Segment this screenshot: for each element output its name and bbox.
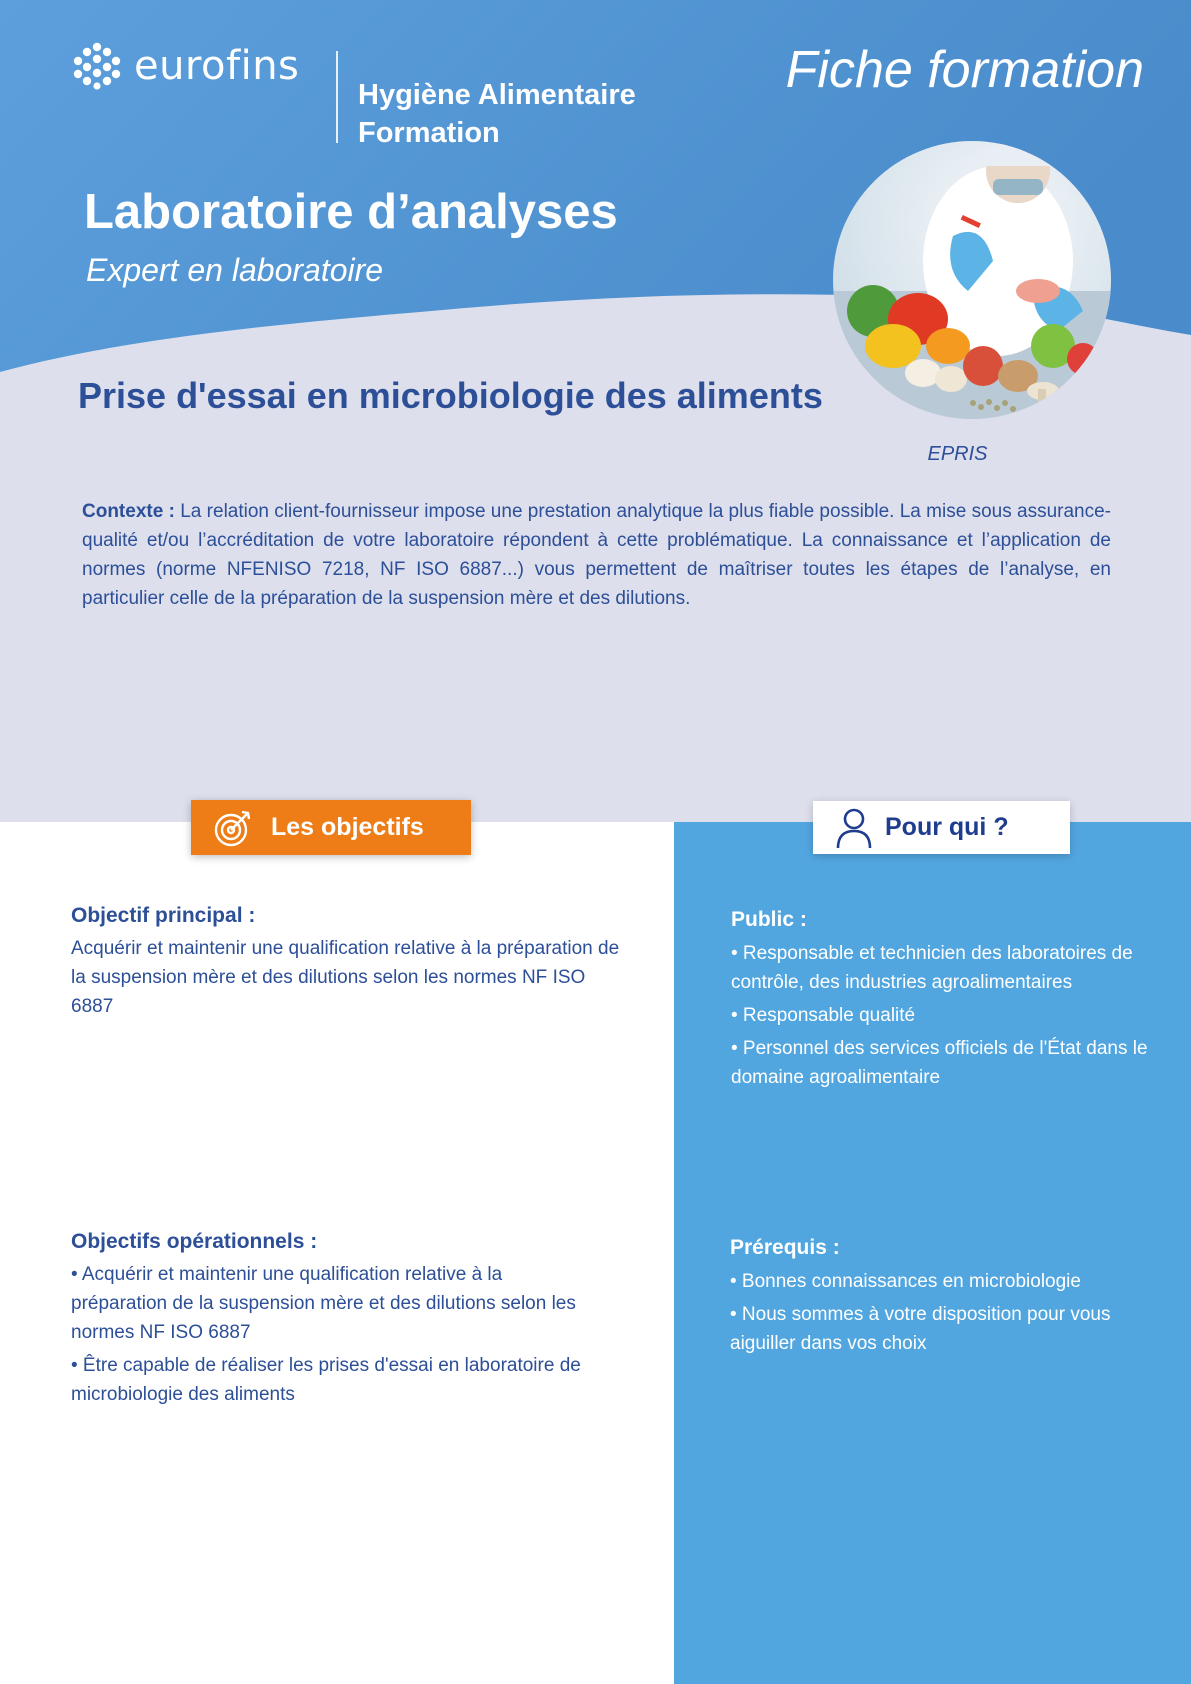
category-heading: Laboratoire d’analyses	[84, 185, 618, 239]
context-text: La relation client-fournisseur impose une prestation analytique la plus fiable possible. La mise sous assurance-qualité et/ou l’accréditation de votre laboratoire répondent à cette problématique. La connaissance et l’application de normes (norme NFENISO 7218, NF ISO 6887...) vous permettent de maîtriser toutes les étapes de l’analyse, en particulier celle de la préparation de la suspension mère et des dilutions.	[82, 501, 1111, 609]
main-objective-text: Acquérir et maintenir une qualification relative à la préparation de la suspension mère et des dilutions selon les normes NF ISO 6887	[71, 938, 620, 1017]
prerequisite-item: • Bonnes connaissances en microbiologie	[730, 1271, 1081, 1292]
operational-objectives-block	[71, 1231, 601, 1413]
document-type-title: Fiche formation	[785, 41, 1144, 99]
eurofins-logo-icon	[72, 42, 122, 90]
main-objective-heading: Objectif principal :	[71, 904, 256, 927]
context-label: Contexte :	[82, 501, 175, 522]
operational-objectives-heading: Objectifs opérationnels :	[71, 1230, 318, 1253]
public-item: • Responsable et technicien des laboratoires de contrôle, des industries agroalimentaires	[731, 943, 1133, 993]
prerequisites-block	[730, 1237, 1150, 1362]
header-divider	[336, 51, 338, 143]
main-objective-block	[71, 905, 631, 1021]
audience-section-label	[813, 801, 1070, 854]
eurofins-logo	[72, 42, 299, 90]
brand-line-1: Hygiène Alimentaire	[358, 79, 636, 111]
prerequisites-heading: Prérequis :	[730, 1236, 840, 1259]
target-icon	[213, 808, 253, 848]
objectives-section-label	[191, 800, 471, 855]
lab-food-photo	[833, 141, 1111, 419]
operational-objective-item: • Être capable de réaliser les prises d'essai en laboratoire de microbiologie des aliments	[71, 1355, 581, 1405]
public-heading: Public :	[731, 908, 807, 931]
brand-line-2: Formation	[358, 117, 500, 149]
lab-photo-illustration	[833, 141, 1111, 419]
category-subheading: Expert en laboratoire	[86, 252, 384, 288]
public-block	[731, 909, 1151, 1096]
logo-wordmark: eurofins	[134, 43, 300, 89]
course-code: EPRIS	[927, 443, 988, 465]
public-item: • Personnel des services officiels de l'État dans le domaine agroalimentaire	[731, 1038, 1148, 1088]
context-paragraph	[82, 497, 1111, 613]
prerequisite-item: • Nous sommes à votre disposition pour vous aiguiller dans vos choix	[730, 1304, 1111, 1354]
public-item: • Responsable qualité	[731, 1005, 916, 1026]
course-title: Prise d'essai en microbiologie des aliments	[78, 375, 823, 416]
operational-objective-item: • Acquérir et maintenir une qualification relative à la préparation de la suspension mère et des dilutions selon les normes NF ISO 6887	[71, 1264, 576, 1343]
objectives-section-title: Les objectifs	[271, 813, 424, 841]
person-icon	[835, 807, 873, 849]
audience-section-title: Pour qui ?	[885, 813, 1009, 841]
